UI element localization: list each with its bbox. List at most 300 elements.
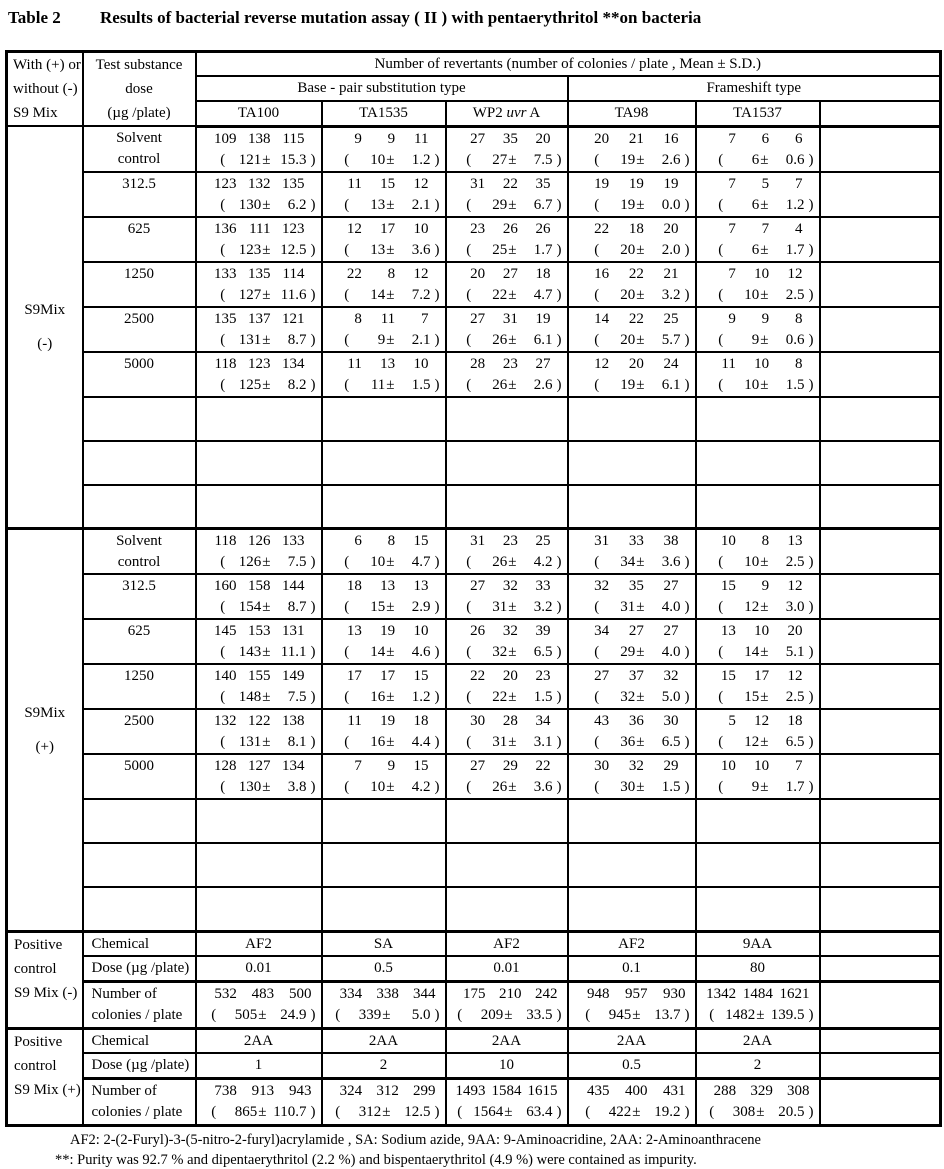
plate-count: 136 bbox=[214, 220, 237, 237]
paren-close: ) bbox=[808, 196, 814, 213]
paren-open: ( bbox=[466, 734, 472, 750]
number-of-colonies-label bbox=[83, 1078, 196, 1125]
mean-value: 26 bbox=[492, 376, 508, 393]
paren-close: ) bbox=[556, 1006, 562, 1023]
plate-count: 431 bbox=[663, 1082, 686, 1099]
empty-dose-cell bbox=[83, 485, 196, 529]
paren-close: ) bbox=[310, 1103, 316, 1120]
paren-open: ( bbox=[585, 1006, 591, 1023]
data-cell bbox=[322, 529, 446, 575]
plate-count: 11 bbox=[347, 175, 362, 192]
mean-value: 32 bbox=[620, 689, 636, 705]
paren-open: ( bbox=[718, 241, 724, 258]
mean-value: 26 bbox=[492, 331, 508, 348]
plate-counts bbox=[697, 531, 819, 552]
positive-control-number-row bbox=[7, 1078, 941, 1125]
plate-count: 27 bbox=[470, 578, 486, 594]
plate-count: 324 bbox=[339, 1082, 363, 1099]
plate-count: 7 bbox=[728, 220, 736, 237]
data-cell bbox=[196, 981, 322, 1028]
empty-dose-cell bbox=[83, 799, 196, 843]
plate-count: 17 bbox=[346, 668, 362, 684]
mean-sd-line bbox=[697, 1102, 819, 1123]
plate-count: 26 bbox=[502, 220, 518, 237]
plus-minus-sign: ± bbox=[508, 734, 517, 750]
plate-count: 39 bbox=[535, 623, 551, 639]
paren-open: ( bbox=[594, 554, 600, 570]
plus-minus-sign: ± bbox=[636, 196, 645, 213]
mean-value: 10 bbox=[370, 779, 386, 795]
mean-value: 31 bbox=[492, 734, 508, 750]
empty-cell bbox=[820, 931, 941, 956]
plate-count: 121 bbox=[282, 310, 305, 327]
number-of-colonies-label bbox=[83, 981, 196, 1028]
mean-sd-line bbox=[323, 732, 445, 753]
strain-header: TA1535 bbox=[322, 101, 446, 126]
plate-count: 12 bbox=[787, 578, 803, 594]
data-cell bbox=[696, 262, 820, 307]
plate-count: 12 bbox=[346, 220, 362, 237]
dose-cell bbox=[83, 352, 196, 397]
paren-close: ) bbox=[808, 1006, 814, 1023]
empty-cell bbox=[196, 397, 322, 441]
plate-count: 123 bbox=[248, 355, 271, 372]
table-title bbox=[8, 8, 944, 28]
plate-counts bbox=[323, 576, 445, 597]
plate-count: 134 bbox=[282, 758, 305, 774]
paren-close: ) bbox=[684, 376, 690, 393]
sd-value: 2.1 bbox=[411, 331, 431, 348]
empty-cell bbox=[322, 843, 446, 887]
plate-count: 23 bbox=[502, 533, 518, 549]
data-cell bbox=[696, 1078, 820, 1125]
plus-minus-sign: ± bbox=[262, 599, 271, 615]
paren-open: ( bbox=[344, 241, 350, 258]
data-cell bbox=[196, 574, 322, 619]
plate-counts bbox=[197, 309, 321, 330]
plate-count: 913 bbox=[251, 1082, 275, 1099]
paren-open: ( bbox=[220, 151, 226, 168]
data-cell bbox=[696, 709, 820, 754]
plate-count: 9 bbox=[761, 578, 770, 594]
mean-value: 9 bbox=[751, 779, 760, 795]
sd-value: 2.0 bbox=[661, 241, 681, 258]
paren-open: ( bbox=[344, 689, 350, 705]
plate-count: 33 bbox=[628, 533, 644, 549]
plus-minus-sign: ± bbox=[508, 286, 517, 303]
table-caption: Results of bacterial reverse mutation assay ( II ) with pentaerythritol **on bacteria bbox=[100, 8, 702, 27]
plate-count: 138 bbox=[248, 130, 271, 147]
sd-value: 3.6 bbox=[411, 241, 431, 258]
paren-close: ) bbox=[684, 331, 690, 348]
mean-value: 9 bbox=[377, 331, 386, 348]
paren-open: ( bbox=[344, 331, 350, 348]
mean-sd-line bbox=[447, 642, 567, 663]
paren-open: ( bbox=[220, 241, 226, 258]
paren-close: ) bbox=[434, 1006, 440, 1023]
plate-count: 338 bbox=[376, 985, 399, 1002]
empty-cell bbox=[568, 441, 696, 485]
positive-control-label bbox=[7, 1028, 83, 1125]
dose-value: 0.01 bbox=[196, 956, 322, 981]
plate-count: 13 bbox=[380, 355, 396, 372]
plus-minus-sign: ± bbox=[760, 196, 769, 213]
strain-header: TA100 bbox=[196, 101, 322, 126]
s9-mix-header bbox=[7, 52, 83, 127]
sd-value: 8.1 bbox=[287, 734, 307, 750]
mean-sd-line bbox=[447, 285, 567, 306]
empty-cell bbox=[820, 262, 941, 307]
table-number: Table 2 bbox=[8, 8, 61, 27]
empty-row bbox=[7, 843, 941, 887]
plus-minus-sign: ± bbox=[262, 554, 271, 570]
dose-label: 1250 bbox=[124, 668, 154, 684]
mean-sd-line bbox=[447, 777, 567, 798]
plate-count: 27 bbox=[663, 578, 679, 594]
mean-value: 143 bbox=[238, 644, 262, 660]
paren-open: ( bbox=[718, 689, 724, 705]
plate-count: 1615 bbox=[527, 1082, 558, 1099]
data-cell bbox=[568, 664, 696, 709]
paren-close: ) bbox=[556, 1103, 562, 1120]
mean-value: 20 bbox=[620, 241, 636, 258]
paren-open: ( bbox=[220, 331, 226, 348]
plate-count: 19 bbox=[535, 310, 551, 327]
dose-value: 10 bbox=[446, 1053, 568, 1078]
paren-close: ) bbox=[310, 376, 316, 393]
data-cell bbox=[196, 217, 322, 262]
plate-count: 12 bbox=[413, 265, 429, 282]
paren-close: ) bbox=[808, 599, 814, 615]
sd-value: 7.5 bbox=[287, 689, 307, 705]
plus-minus-sign: ± bbox=[386, 331, 395, 348]
plate-count: 9 bbox=[728, 310, 736, 327]
plus-minus-sign: ± bbox=[386, 151, 395, 168]
plate-count: 22 bbox=[594, 220, 610, 237]
paren-open: ( bbox=[466, 599, 472, 615]
paren-open: ( bbox=[220, 734, 226, 750]
empty-cell bbox=[820, 397, 941, 441]
empty-cell bbox=[196, 441, 322, 485]
paren-close: ) bbox=[684, 779, 690, 795]
empty-cell bbox=[820, 619, 941, 664]
paren-open: ( bbox=[220, 376, 226, 393]
paren-open: ( bbox=[220, 644, 226, 660]
plate-counts bbox=[569, 666, 695, 687]
plate-count: 144 bbox=[282, 578, 305, 594]
plus-minus-sign: ± bbox=[508, 241, 517, 258]
mean-value: 1482 bbox=[725, 1006, 756, 1023]
plate-count: 8 bbox=[794, 310, 803, 327]
plate-counts bbox=[323, 309, 445, 330]
paren-open: ( bbox=[466, 241, 472, 258]
plate-count: 483 bbox=[251, 985, 275, 1002]
dose-label: 312.5 bbox=[122, 578, 156, 594]
plus-minus-sign: ± bbox=[632, 1103, 641, 1120]
mean-value: 22 bbox=[492, 689, 508, 705]
paren-open: ( bbox=[466, 689, 472, 705]
plate-count: 32 bbox=[502, 623, 518, 639]
plate-count: 6 bbox=[761, 130, 770, 147]
plate-count: 17 bbox=[380, 220, 396, 237]
data-cell bbox=[322, 307, 446, 352]
mean-sd-line bbox=[323, 330, 445, 351]
paren-open: ( bbox=[344, 376, 350, 393]
sd-value: 139.5 bbox=[770, 1006, 805, 1023]
dose-cell bbox=[83, 664, 196, 709]
plate-count: 23 bbox=[470, 220, 486, 237]
plate-counts bbox=[197, 354, 321, 375]
data-cell bbox=[696, 217, 820, 262]
paren-open: ( bbox=[594, 644, 600, 660]
data-cell bbox=[696, 619, 820, 664]
paren-close: ) bbox=[310, 331, 316, 348]
data-cell bbox=[568, 126, 696, 172]
plate-counts bbox=[447, 531, 567, 552]
sd-value: 15.3 bbox=[280, 151, 307, 168]
empty-cell bbox=[568, 485, 696, 529]
mean-value: 15 bbox=[370, 599, 386, 615]
footnotes bbox=[0, 1132, 944, 1169]
data-cell bbox=[696, 664, 820, 709]
paren-close: ) bbox=[684, 196, 690, 213]
sd-value: 6.1 bbox=[533, 331, 553, 348]
mean-sd-line bbox=[197, 687, 321, 708]
mean-sd-line bbox=[447, 552, 567, 573]
plus-minus-sign: ± bbox=[636, 241, 645, 258]
plate-count: 37 bbox=[628, 668, 644, 684]
mean-value: 15 bbox=[744, 689, 760, 705]
plus-minus-sign: ± bbox=[262, 151, 271, 168]
empty-cell bbox=[820, 172, 941, 217]
paren-close: ) bbox=[434, 331, 440, 348]
plate-counts bbox=[697, 264, 819, 285]
mean-value: 1564 bbox=[473, 1103, 504, 1120]
plate-count: 30 bbox=[470, 713, 486, 729]
mean-sd-line bbox=[569, 240, 695, 261]
mean-value: 10 bbox=[370, 554, 386, 570]
empty-cell bbox=[568, 397, 696, 441]
plate-counts bbox=[323, 756, 445, 777]
data-cell bbox=[196, 664, 322, 709]
empty-cell bbox=[568, 843, 696, 887]
plate-count: 532 bbox=[214, 985, 237, 1002]
empty-row bbox=[7, 397, 941, 441]
number-of-colonies-label-line: colonies / plate bbox=[91, 1006, 183, 1023]
plus-minus-sign: ± bbox=[760, 734, 769, 750]
data-cell bbox=[446, 709, 568, 754]
dose-label: 1250 bbox=[124, 265, 154, 282]
plate-count: 20 bbox=[663, 220, 679, 237]
paren-open: ( bbox=[585, 1103, 591, 1120]
revertants-header: Number of revertants (number of colonies / plate , Mean ± S.D.) bbox=[196, 52, 941, 77]
empty-header-cell bbox=[820, 101, 941, 126]
chemical-row-label: Chemical bbox=[83, 1028, 196, 1053]
paren-close: ) bbox=[310, 599, 316, 615]
mean-value: 26 bbox=[492, 554, 508, 570]
paren-close: ) bbox=[684, 554, 690, 570]
plate-count: 43 bbox=[594, 713, 610, 729]
paren-open: ( bbox=[220, 779, 226, 795]
data-cell bbox=[196, 262, 322, 307]
plate-counts bbox=[447, 711, 567, 732]
plate-count: 127 bbox=[248, 758, 271, 774]
plate-count: 128 bbox=[214, 758, 237, 774]
dose-row bbox=[7, 352, 941, 397]
paren-close: ) bbox=[310, 196, 316, 213]
plate-count: 4 bbox=[794, 220, 803, 237]
plus-minus-sign: ± bbox=[760, 286, 769, 303]
plus-minus-sign: ± bbox=[386, 241, 395, 258]
plus-minus-sign: ± bbox=[262, 779, 271, 795]
paren-close: ) bbox=[434, 779, 440, 795]
paren-close: ) bbox=[684, 644, 690, 660]
mean-sd-line bbox=[697, 1005, 819, 1026]
plate-count: 8 bbox=[387, 533, 396, 549]
paren-close: ) bbox=[434, 554, 440, 570]
empty-dose-cell bbox=[83, 843, 196, 887]
empty-cell bbox=[820, 307, 941, 352]
mean-sd-line bbox=[197, 597, 321, 618]
paren-open: ( bbox=[466, 196, 472, 213]
data-cell bbox=[322, 664, 446, 709]
empty-cell bbox=[322, 441, 446, 485]
plate-counts bbox=[323, 219, 445, 240]
plate-counts bbox=[447, 264, 567, 285]
empty-cell bbox=[820, 441, 941, 485]
empty-cell bbox=[196, 887, 322, 931]
empty-cell bbox=[820, 485, 941, 529]
sd-value: 1.5 bbox=[533, 689, 553, 705]
plus-minus-sign: ± bbox=[636, 554, 645, 570]
plus-minus-sign: ± bbox=[504, 1103, 513, 1120]
mean-sd-line bbox=[197, 330, 321, 351]
mean-value: 131 bbox=[238, 734, 262, 750]
empty-cell bbox=[820, 887, 941, 931]
plate-counts bbox=[323, 621, 445, 642]
paren-close: ) bbox=[556, 331, 562, 348]
paren-open: ( bbox=[220, 196, 226, 213]
plus-minus-sign: ± bbox=[508, 331, 517, 348]
plate-counts bbox=[323, 666, 445, 687]
paren-close: ) bbox=[434, 734, 440, 750]
plate-count: 29 bbox=[663, 758, 679, 774]
mean-value: 131 bbox=[238, 331, 262, 348]
plate-counts bbox=[323, 174, 445, 195]
sd-value: 1.2 bbox=[411, 689, 431, 705]
chemical-value: AF2 bbox=[196, 931, 322, 956]
plate-count: 8 bbox=[761, 533, 770, 549]
sd-value: 6.5 bbox=[785, 734, 805, 750]
plate-counts bbox=[323, 1081, 445, 1102]
mean-value: 16 bbox=[370, 689, 386, 705]
plate-count: 20 bbox=[470, 265, 486, 282]
plus-minus-sign: ± bbox=[508, 689, 517, 705]
plate-count: 11 bbox=[721, 355, 736, 372]
chemical-row-label: Chemical bbox=[83, 931, 196, 956]
plate-counts bbox=[569, 219, 695, 240]
plate-counts bbox=[697, 1081, 819, 1102]
plus-minus-sign: ± bbox=[386, 689, 395, 705]
paren-open: ( bbox=[718, 286, 724, 303]
plate-count: 27 bbox=[535, 355, 551, 372]
mean-sd-line bbox=[197, 240, 321, 261]
s9-section-label: (-) bbox=[37, 336, 53, 352]
plus-minus-sign: ± bbox=[382, 1006, 391, 1023]
plate-counts bbox=[323, 129, 445, 150]
empty-cell bbox=[322, 485, 446, 529]
positive-control-dose-row bbox=[7, 1053, 941, 1078]
paren-open: ( bbox=[594, 599, 600, 615]
sd-value: 3.8 bbox=[287, 779, 307, 795]
plate-count: 9 bbox=[761, 310, 770, 327]
paren-open: ( bbox=[709, 1103, 715, 1120]
plate-counts bbox=[197, 756, 321, 777]
plate-count: 32 bbox=[594, 578, 610, 594]
plate-count: 10 bbox=[413, 623, 429, 639]
empty-dose-cell bbox=[83, 887, 196, 931]
paren-open: ( bbox=[344, 196, 350, 213]
plate-count: 133 bbox=[282, 533, 305, 549]
mean-sd-line bbox=[569, 642, 695, 663]
s9-mix-header-line: without (-) bbox=[13, 81, 78, 97]
plate-count: 20 bbox=[594, 130, 610, 147]
plate-counts bbox=[447, 309, 567, 330]
plate-count: 21 bbox=[628, 130, 644, 147]
plus-minus-sign: ± bbox=[508, 196, 517, 213]
plate-counts bbox=[569, 129, 695, 150]
mean-value: 29 bbox=[620, 644, 636, 660]
plate-count: 334 bbox=[339, 985, 363, 1002]
mean-sd-line bbox=[697, 732, 819, 753]
mean-value: 127 bbox=[238, 286, 262, 303]
plate-count: 158 bbox=[248, 578, 271, 594]
plate-counts bbox=[197, 666, 321, 687]
empty-row bbox=[7, 887, 941, 931]
plate-count: 19 bbox=[380, 623, 396, 639]
plate-count: 34 bbox=[594, 623, 610, 639]
paren-close: ) bbox=[684, 286, 690, 303]
dose-label: 2500 bbox=[124, 310, 154, 327]
sd-value: 5.0 bbox=[411, 1006, 431, 1023]
mean-sd-line bbox=[447, 195, 567, 216]
plate-count: 6 bbox=[354, 533, 362, 549]
plate-counts bbox=[323, 984, 445, 1005]
mean-value: 20 bbox=[620, 331, 636, 348]
plus-minus-sign: ± bbox=[508, 644, 517, 660]
mean-value: 865 bbox=[234, 1103, 258, 1120]
plate-count: 7 bbox=[728, 175, 736, 192]
data-cell bbox=[568, 529, 696, 575]
plate-count: 20 bbox=[502, 668, 518, 684]
empty-cell bbox=[820, 709, 941, 754]
data-cell bbox=[696, 754, 820, 799]
sd-value: 5.1 bbox=[785, 644, 805, 660]
data-cell bbox=[696, 574, 820, 619]
empty-cell bbox=[568, 887, 696, 931]
data-cell bbox=[568, 217, 696, 262]
data-cell bbox=[446, 262, 568, 307]
data-cell bbox=[322, 709, 446, 754]
empty-cell bbox=[696, 441, 820, 485]
plate-count: 7 bbox=[728, 265, 736, 282]
plate-counts bbox=[697, 756, 819, 777]
empty-cell bbox=[446, 799, 568, 843]
plate-count: 1493 bbox=[455, 1082, 486, 1099]
plate-counts bbox=[323, 354, 445, 375]
positive-control-dose-row bbox=[7, 956, 941, 981]
empty-cell bbox=[820, 352, 941, 397]
